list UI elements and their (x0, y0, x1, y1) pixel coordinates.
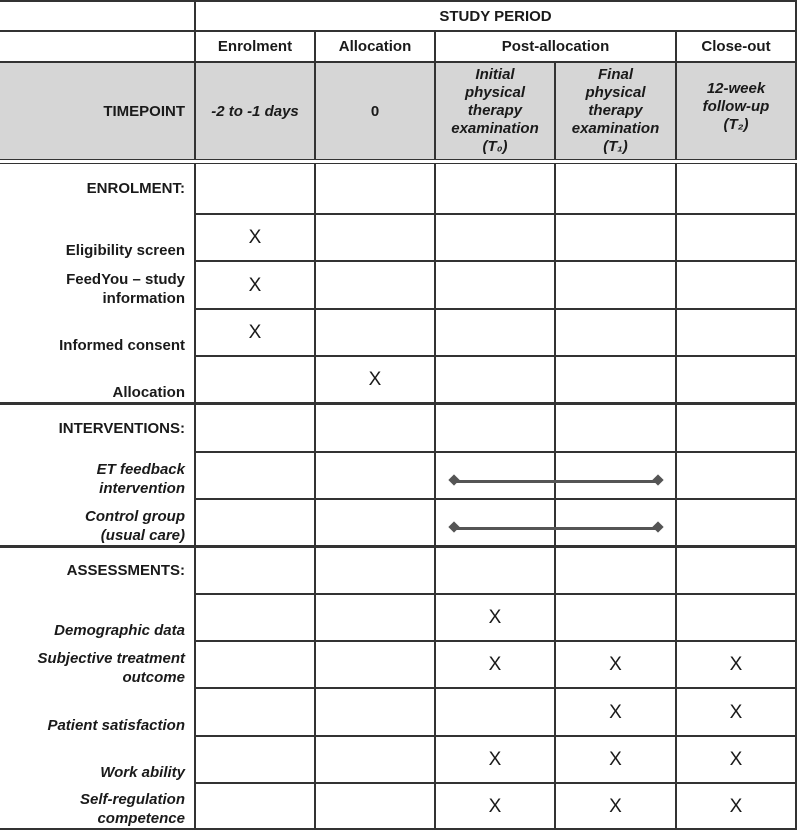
phase-allocation (316, 32, 434, 61)
study-period-header (196, 2, 795, 30)
grid-line (194, 451, 797, 453)
mark-work-ability-t1 (556, 737, 675, 782)
phase-enrolment (196, 32, 314, 61)
phase-post-allocation (436, 32, 675, 61)
mark-demographic-t0 (436, 595, 554, 640)
timepoint-allocation (316, 63, 434, 159)
mark-x: X (248, 227, 262, 248)
mark-eligibility-enrolment (196, 215, 314, 260)
row-label-line: Allocation (112, 384, 185, 401)
row-label-subjective-outcome (0, 642, 194, 687)
phase-enrolment-label: Enrolment (217, 38, 293, 55)
row-label-line: Control group (85, 508, 185, 525)
row-label-control-group (0, 500, 194, 545)
timepoint-enrolment-text: -2 to -1 days (211, 102, 299, 120)
mark-allocation-allocation (316, 357, 434, 402)
duration-arrow-et-feedback (454, 480, 658, 483)
row-label-line: competence (97, 810, 185, 827)
mark-self-regulation-t0 (436, 784, 554, 828)
mark-x: X (729, 749, 743, 770)
mark-self-regulation-t1 (556, 784, 675, 828)
row-label-eligibility (0, 215, 194, 260)
phase-close-out-label: Close-out (701, 38, 771, 55)
mark-satisfaction-t2 (677, 689, 795, 735)
mark-x: X (248, 322, 262, 343)
mark-x: X (488, 654, 502, 675)
row-label-feedyou (0, 262, 194, 308)
section-title-text: ASSESSMENTS: (66, 562, 185, 579)
mark-x: X (729, 795, 743, 817)
row-label-allocation (0, 357, 194, 402)
row-label-demographic (0, 595, 194, 640)
section-title-text: INTERVENTIONS: (58, 419, 185, 437)
mark-x: X (729, 701, 743, 723)
section-title-assessments (0, 548, 194, 593)
timepoint-t1-line: therapy (588, 102, 643, 119)
row-label-line: Informed consent (59, 337, 185, 354)
row-label-line: (usual care) (100, 527, 185, 544)
mark-consent-enrolment (196, 310, 314, 355)
timepoint-t0-line: Initial (475, 66, 515, 83)
mark-x: X (609, 654, 622, 675)
row-label-line: Work ability (100, 764, 185, 781)
timepoint-t0 (436, 63, 554, 159)
mark-subjective-t0 (436, 642, 554, 687)
row-label-consent (0, 310, 194, 355)
mark-subjective-t2 (677, 642, 795, 687)
phase-allocation-label: Allocation (338, 38, 412, 55)
mark-x: X (368, 369, 382, 390)
timepoint-label (0, 63, 194, 159)
row-label-line: ET feedback (96, 461, 185, 478)
row-label-et-feedback (0, 453, 194, 498)
row-label-line: Demographic data (54, 622, 185, 639)
section-title-enrolment (0, 164, 194, 213)
timepoint-t2-code: (T₂) (723, 116, 749, 133)
timepoint-t2-line: 12-week (706, 80, 766, 97)
mark-x: X (488, 795, 502, 817)
mark-subjective-t1 (556, 642, 675, 687)
mark-x: X (248, 274, 262, 296)
row-label-line: FeedYou – study (66, 271, 185, 288)
mark-work-ability-t2 (677, 737, 795, 782)
timepoint-enrolment (196, 63, 314, 159)
study-period-text: STUDY PERIOD (439, 7, 552, 25)
row-label-line: Self-regulation (79, 791, 185, 808)
grid-line (194, 498, 797, 500)
section-title-text: ENROLMENT: (86, 180, 185, 197)
timepoint-t2-line: follow-up (702, 98, 770, 115)
mark-work-ability-t0 (436, 737, 554, 782)
row-label-work-ability (0, 737, 194, 782)
duration-arrow-control-group (454, 527, 658, 530)
row-label-line: Subjective treatment (37, 650, 185, 667)
timepoint-t1-code: (T₁) (603, 138, 628, 155)
mark-self-regulation-t2 (677, 784, 795, 828)
row-label-self-regulation (0, 784, 194, 828)
timepoint-allocation-text: 0 (370, 102, 380, 120)
row-label-line: Patient satisfaction (47, 717, 185, 734)
row-label-line: outcome (122, 669, 185, 686)
mark-x: X (488, 749, 502, 770)
mark-x: X (609, 749, 622, 770)
row-label-line: Eligibility screen (65, 242, 185, 259)
timepoint-t2-code-text: T₂ (728, 116, 744, 133)
timepoint-t0-code: (T₀) (482, 138, 508, 155)
timepoint-t1-line: physical (585, 84, 646, 101)
phase-close-out (677, 32, 795, 61)
mark-x: X (609, 795, 622, 817)
section-title-interventions (0, 405, 194, 451)
timepoint-t0-code-text: T₀ (487, 138, 503, 155)
timepoint-t1-line: Final (597, 66, 633, 83)
mark-feedyou-enrolment (196, 262, 314, 308)
row-label-line: intervention (99, 480, 185, 497)
timepoint-label-text: TIMEPOINT (103, 102, 185, 120)
timepoint-t1-line: examination (571, 120, 660, 137)
row-label-line: information (102, 290, 185, 307)
mark-x: X (609, 701, 622, 723)
mark-x: X (488, 607, 502, 628)
timepoint-t1 (556, 63, 675, 159)
timepoint-t0-line: therapy (467, 102, 523, 119)
row-label-patient-satisfaction (0, 689, 194, 735)
grid-line (194, 355, 797, 357)
timepoint-t0-line: examination (451, 120, 539, 137)
mark-satisfaction-t1 (556, 689, 675, 735)
phase-post-allocation-label: Post-allocation (501, 38, 610, 55)
timepoint-t0-line: physical (464, 84, 526, 101)
timepoint-t1-code-text: T₁ (608, 138, 623, 155)
timepoint-t2 (677, 63, 795, 159)
mark-x: X (729, 654, 743, 675)
